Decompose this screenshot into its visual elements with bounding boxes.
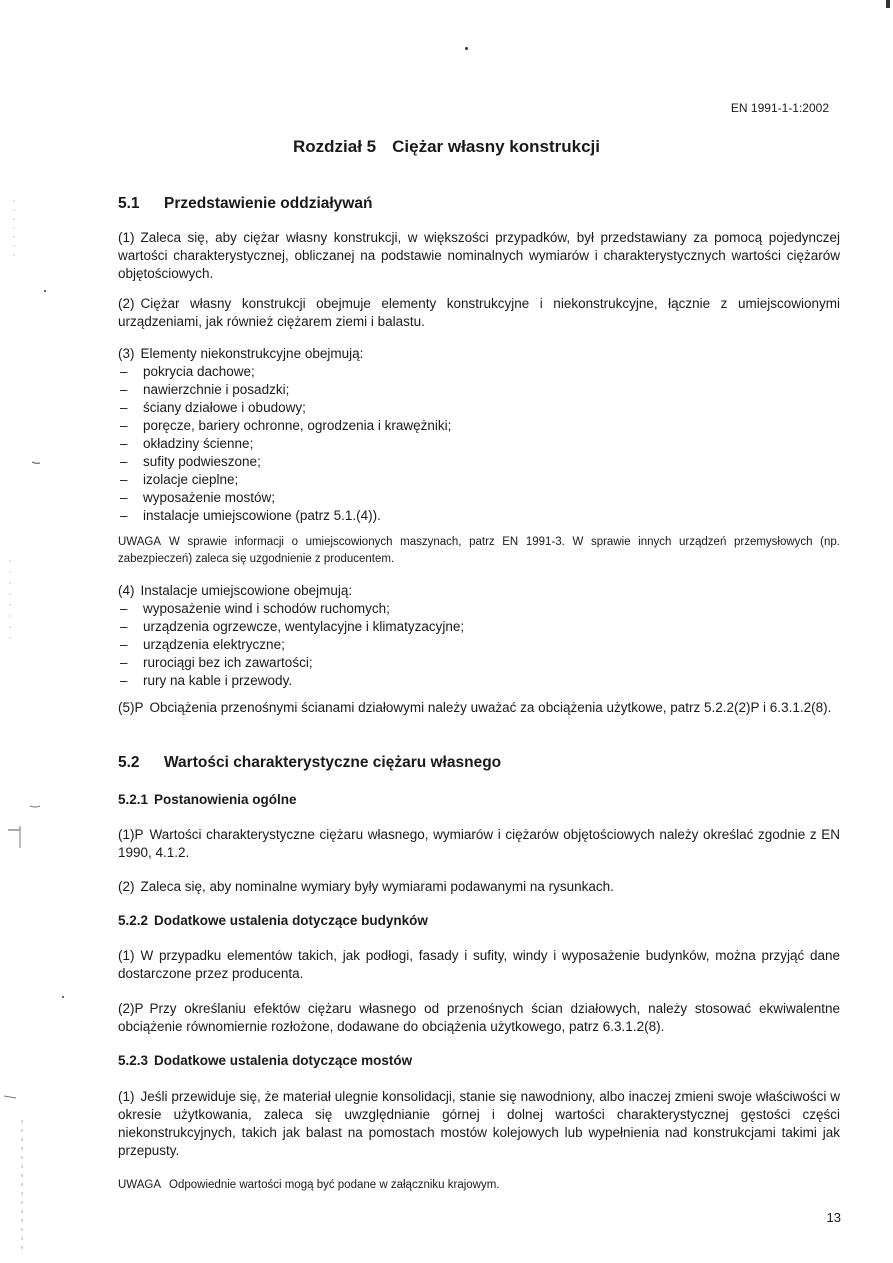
note-label: UWAGA — [118, 1179, 162, 1191]
subsection-number: 5.2.1 — [118, 792, 149, 807]
paragraph-5-1-1 — [118, 229, 840, 283]
list-item: – rury na kable i przewody. — [118, 672, 840, 690]
note-5-2-3 — [118, 1177, 840, 1194]
subsection-number: 5.2.2 — [118, 913, 149, 928]
chapter-number: Rozdział 5 — [293, 137, 377, 156]
subsection-number: 5.2.3 — [118, 1053, 149, 1068]
list-item: – instalacje umiejscowione (patrz 5.1.(4)). — [118, 507, 840, 525]
paragraph-5-2-3-1 — [118, 1088, 840, 1160]
paragraph-label: (5)P — [118, 700, 144, 715]
list-item: – izolacje cieplne; — [118, 471, 840, 489]
list-item: – okładziny ścienne; — [118, 435, 840, 453]
paragraph-text: Wartości charakterystyczne ciężaru własnego, wymiarów i ciężarów objętościowych należy określać zgodnie z EN 1990, 4.1.2. — [118, 827, 840, 860]
paragraph-label: (2)P — [118, 1001, 144, 1016]
list-item: – urządzenia elektryczne; — [118, 636, 840, 654]
paragraph-text: Przy określaniu efektów ciężaru własnego od przenośnych ścian działowych, należy stosować ekwiwalentne obciążenie równomiernie rozłożone, dodawane do obciążenia użytkowego, patrz 6.3.1.2(8). — [118, 1001, 840, 1034]
paragraph-label: (1) — [118, 1089, 135, 1104]
paragraph-label: (1) — [118, 948, 135, 963]
paragraph-text: Instalacje umiejscowione obejmują: — [140, 583, 353, 598]
paragraph-label: (2) — [118, 296, 135, 311]
chapter-title — [0, 137, 893, 157]
installations-list — [118, 600, 840, 690]
paragraph-label: (2) — [118, 879, 135, 894]
paragraph-text: Elementy niekonstrukcyjne obejmują: — [140, 346, 364, 361]
list-item: – poręcze, bariery ochronne, ogrodzenia i krawężniki; — [118, 417, 840, 435]
subsection-title: Dodatkowe ustalenia dotyczące mostów — [154, 1053, 413, 1068]
section-number: 5.2 — [118, 754, 140, 771]
scan-speck — [62, 996, 64, 998]
subsection-title: Postanowienia ogólne — [154, 792, 297, 807]
paragraph-text: Obciążenia przenośnymi ścianami działowymi należy uważać za obciążenia użytkowe, patrz 5.2.2(2)P i 6.3.1.2(8). — [149, 700, 832, 715]
subsection-heading-5-2-1 — [118, 792, 297, 807]
paragraph-label: (1)P — [118, 827, 144, 842]
section-heading-5-2 — [118, 754, 501, 772]
section-title: Wartości charakterystyczne ciężaru własnego — [164, 754, 502, 771]
paragraph-text: Ciężar własny konstrukcji obejmuje elementy konstrukcyjne i niekonstrukcyjne, łącznie z umiejscowionymi urządzeniami, jak również ciężarem ziemi i balastu. — [118, 296, 840, 329]
note-text: W sprawie informacji o umiejscowionych maszynach, patrz EN 1991-3. W sprawie innych urządzeń przemysłowych (np. zabezpieczeń) zaleca się uzgodnienie z producentem. — [118, 536, 840, 565]
scan-speck — [44, 290, 46, 292]
subsection-heading-5-2-3 — [118, 1053, 412, 1068]
paragraph-5-1-3 — [118, 345, 840, 525]
scan-edge-noise — [0, 0, 40, 1263]
list-item: – wyposażenie wind i schodów ruchomych; — [118, 600, 840, 618]
subsection-heading-5-2-2 — [118, 913, 428, 928]
note-5-1 — [118, 534, 840, 568]
paragraph-5-2-2-2 — [118, 1000, 840, 1036]
scan-speck — [465, 47, 468, 50]
paragraph-5-1-2 — [118, 295, 840, 331]
list-item: – ściany działowe i obudowy; — [118, 399, 840, 417]
paragraph-label: (1) — [118, 230, 135, 245]
paragraph-5-2-2-1 — [118, 947, 840, 983]
page-number: 13 — [826, 1210, 841, 1225]
list-item: – rurociągi bez ich zawartości; — [118, 654, 840, 672]
paragraph-text: Jeśli przewiduje się, że materiał ulegnie konsolidacji, stanie się nawodniony, albo inaczej zmieni swoje właściwości w okresie użytkowania, zaleca się uwzględnianie górnej i dolnej wartości charakterystycznej gęstości części niekonstrukcyjnych, takich jak balast na pomostach mostów kolejowych lub wypełnienia nad konstrukcjami takimi jak przepusty. — [118, 1089, 840, 1158]
section-heading-5-1 — [118, 195, 372, 213]
chapter-name: Ciężar własny konstrukcji — [392, 137, 600, 156]
paragraph-5-1-4 — [118, 582, 840, 690]
paragraph-5-1-5 — [118, 699, 840, 717]
list-item: – pokrycia dachowe; — [118, 363, 840, 381]
section-title: Przedstawienie oddziaływań — [164, 195, 373, 212]
paragraph-text: Zaleca się, aby nominalne wymiary były wymiarami podawanymi na rysunkach. — [140, 879, 614, 894]
paragraph-text: W przypadku elementów takich, jak podłogi, fasady i sufity, windy i wyposażenie budynków, można przyjąć dane dostarczone przez producenta. — [118, 948, 840, 981]
paragraph-label: (4) — [118, 583, 135, 598]
paragraph-5-2-1-2 — [118, 878, 840, 896]
paragraph-5-2-1-1 — [118, 826, 840, 862]
paragraph-label: (3) — [118, 346, 135, 361]
subsection-title: Dodatkowe ustalenia dotyczące budynków — [154, 913, 428, 928]
list-item: – wyposażenie mostów; — [118, 489, 840, 507]
paragraph-text: Zaleca się, aby ciężar własny konstrukcji, w większości przypadków, był przedstawiany za pomocą pojedynczej wartości charakterystycznej, obliczanej na podstawie nominalnych wymiarów i charakterystycznych wartości ciężarów objętościowych. — [118, 230, 840, 281]
list-item: – nawierzchnie i posadzki; — [118, 381, 840, 399]
list-item: – urządzenia ogrzewcze, wentylacyjne i klimatyzacyjne; — [118, 618, 840, 636]
non-structural-elements-list — [118, 363, 840, 525]
note-text: Odpowiednie wartości mogą być podane w załączniku krajowym. — [169, 1179, 500, 1191]
scan-speck — [886, 0, 890, 8]
note-label: UWAGA — [118, 536, 162, 548]
list-item: – sufity podwieszone; — [118, 453, 840, 471]
section-number: 5.1 — [118, 195, 140, 212]
standard-code: EN 1991-1-1:2002 — [730, 101, 829, 115]
